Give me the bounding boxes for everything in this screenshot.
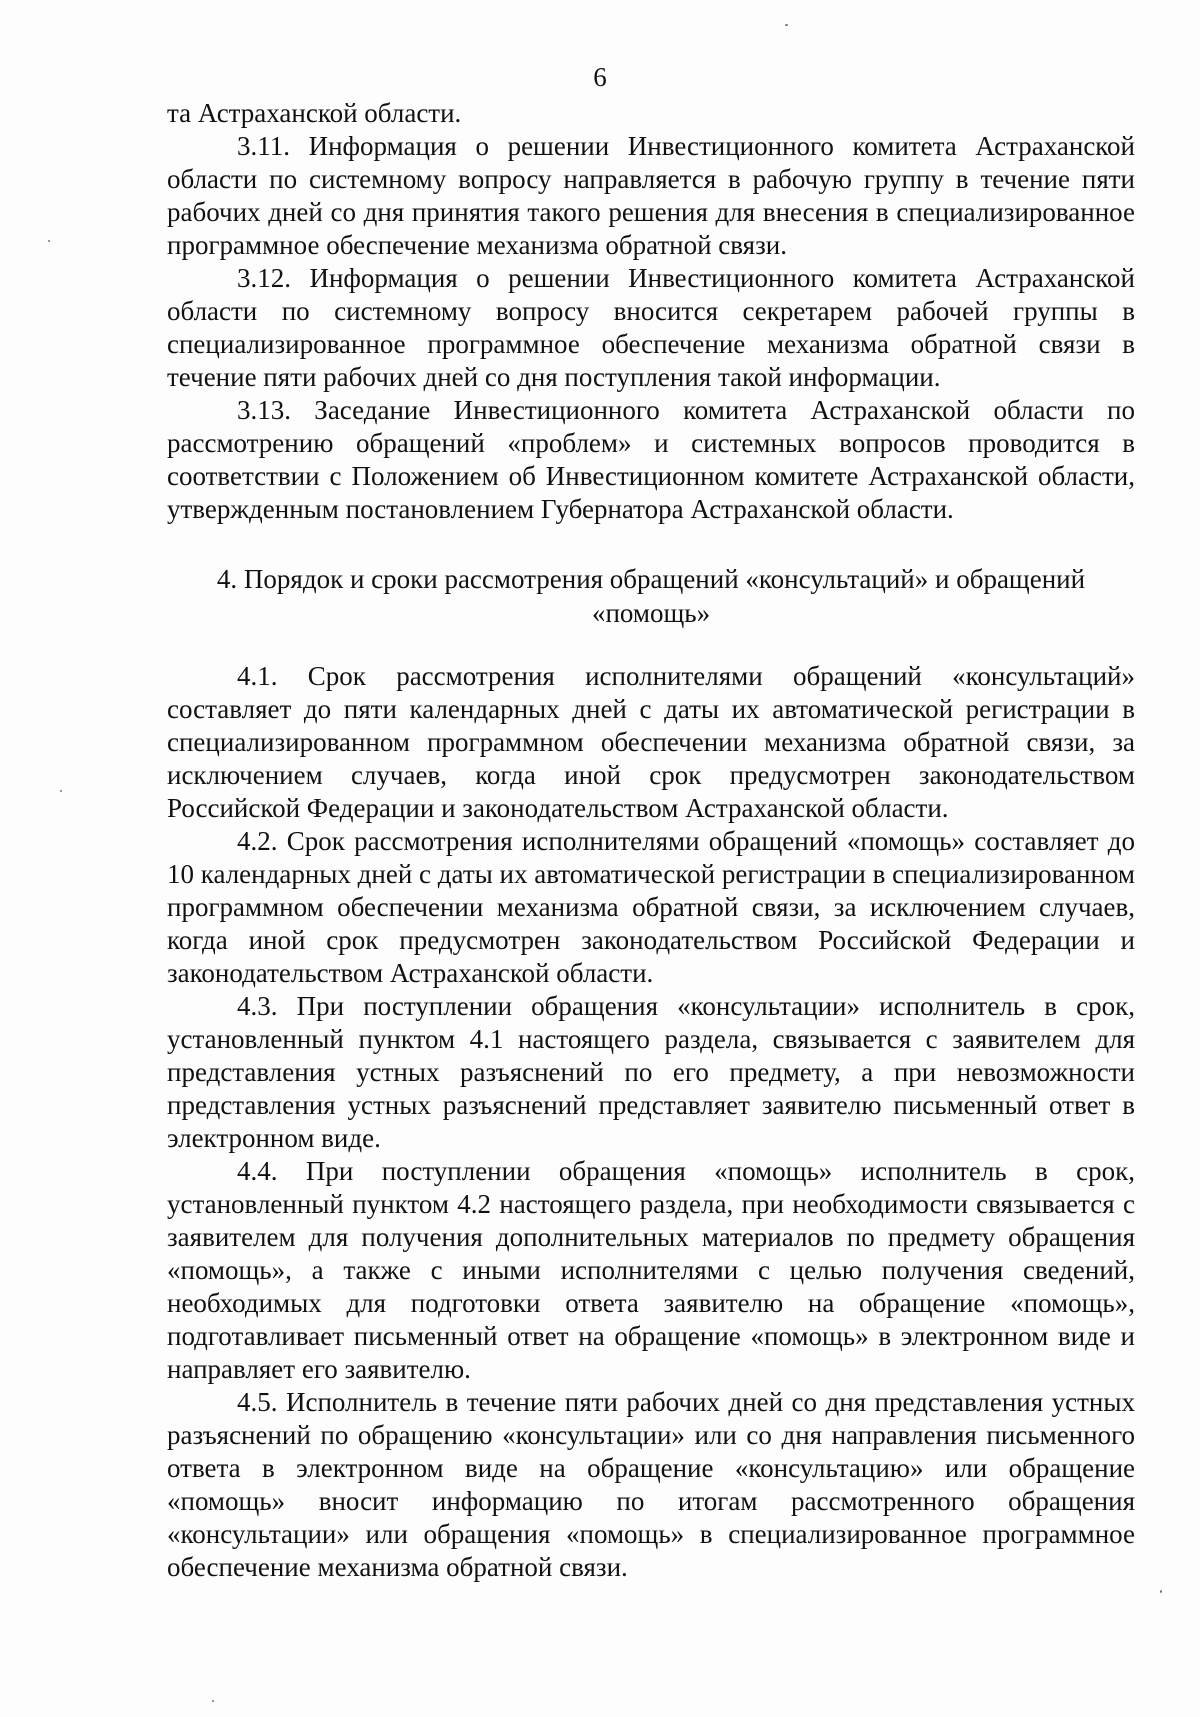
- page-number: 6: [593, 62, 607, 92]
- paragraph-3-13: 3.13. Заседание Инвестиционного комитета Астраханской области по рассмотрению обращений «проблем» и системных вопросов проводится в соответствии с Положением об Инвестиционном комитете Астраханской области, утвержденным постановлением Губернатора Астраханской области.: [167, 395, 1135, 524]
- text-block-section-3: [167, 97, 1135, 526]
- text-block-section-4: [167, 660, 1135, 1584]
- paragraph-4-4: 4.4. При поступлении обращения «помощь» исполнитель в срок, установленный пунктом 4.2 настоящего раздела, при необходимости связывается с заявителем для получения дополнительных материалов по предмету обращения «помощь», а также с иными исполнителями с целью получения сведений, необходимых для подготовки ответа заявителю на обращение «помощь», подготавливает письменный ответ на обращение «помощь» в электронном виде и направляет его заявителю.: [167, 1156, 1135, 1384]
- paragraph-4-3: 4.3. При поступлении обращения «консультации» исполнитель в срок, установленный пунктом 4.1 настоящего раздела, связывается с заявителем для представления устных разъяснений по его предмету, а при невозможности представления устных разъяснений представляет заявителю письменный ответ в электронном виде.: [167, 991, 1135, 1153]
- paragraph-4-5: 4.5. Исполнитель в течение пяти рабочих дней со дня представления устных разъяснений по обращению «консультации» или со дня направления письменного ответа в электронном виде на обращение «консультацию» или обращение «помощь» вносит информацию по итогам рассмотренного обращения «консультации» или обращения «помощь» в специализированное программное обеспечение механизма обратной связи.: [167, 1387, 1135, 1582]
- scan-speck: [60, 790, 62, 792]
- section-4-heading: 4. Порядок и сроки рассмотрения обращений «консультаций» и обращений «помощь»: [216, 564, 1086, 628]
- paragraph-3-12: 3.12. Информация о решении Инвестиционного комитета Астраханской области по системному вопросу вносится секретарем рабочей группы в специализированное программное обеспечение механизма обратной связи в течение пяти рабочих дней со дня поступления такой информации.: [167, 263, 1135, 392]
- paragraph-4-2: 4.2. Срок рассмотрения исполнителями обращений «помощь» составляет до 10 календарных дней с даты их автоматической регистрации в специализированном программном обеспечении механизма обратной связи, за исключением случаев, когда иной срок предусмотрен законодательством Российской Федерации и законодательством Астраханской области.: [167, 826, 1135, 988]
- paragraph-continuation: та Астраханской области.: [167, 98, 462, 128]
- scan-speck: [785, 24, 788, 26]
- scan-speck: [212, 1700, 214, 1702]
- paragraph-4-1: 4.1. Срок рассмотрения исполнителями обращений «консультаций» составляет до пяти календарных дней с даты их автоматической регистрации в специализированном программном обеспечении механизма обратной связи, за исключением случаев, когда иной срок предусмотрен законодательством Российской Федерации и законодательством Астраханской области.: [167, 661, 1135, 823]
- paragraph-3-11: 3.11. Информация о решении Инвестиционного комитета Астраханской области по системному вопросу направляется в рабочую группу в течение пяти рабочих дней со дня принятия такого решения для внесения в специализированное программное обеспечение механизма обратной связи.: [167, 131, 1135, 260]
- scan-speck: [1160, 1590, 1162, 1593]
- scan-speck: [48, 240, 50, 242]
